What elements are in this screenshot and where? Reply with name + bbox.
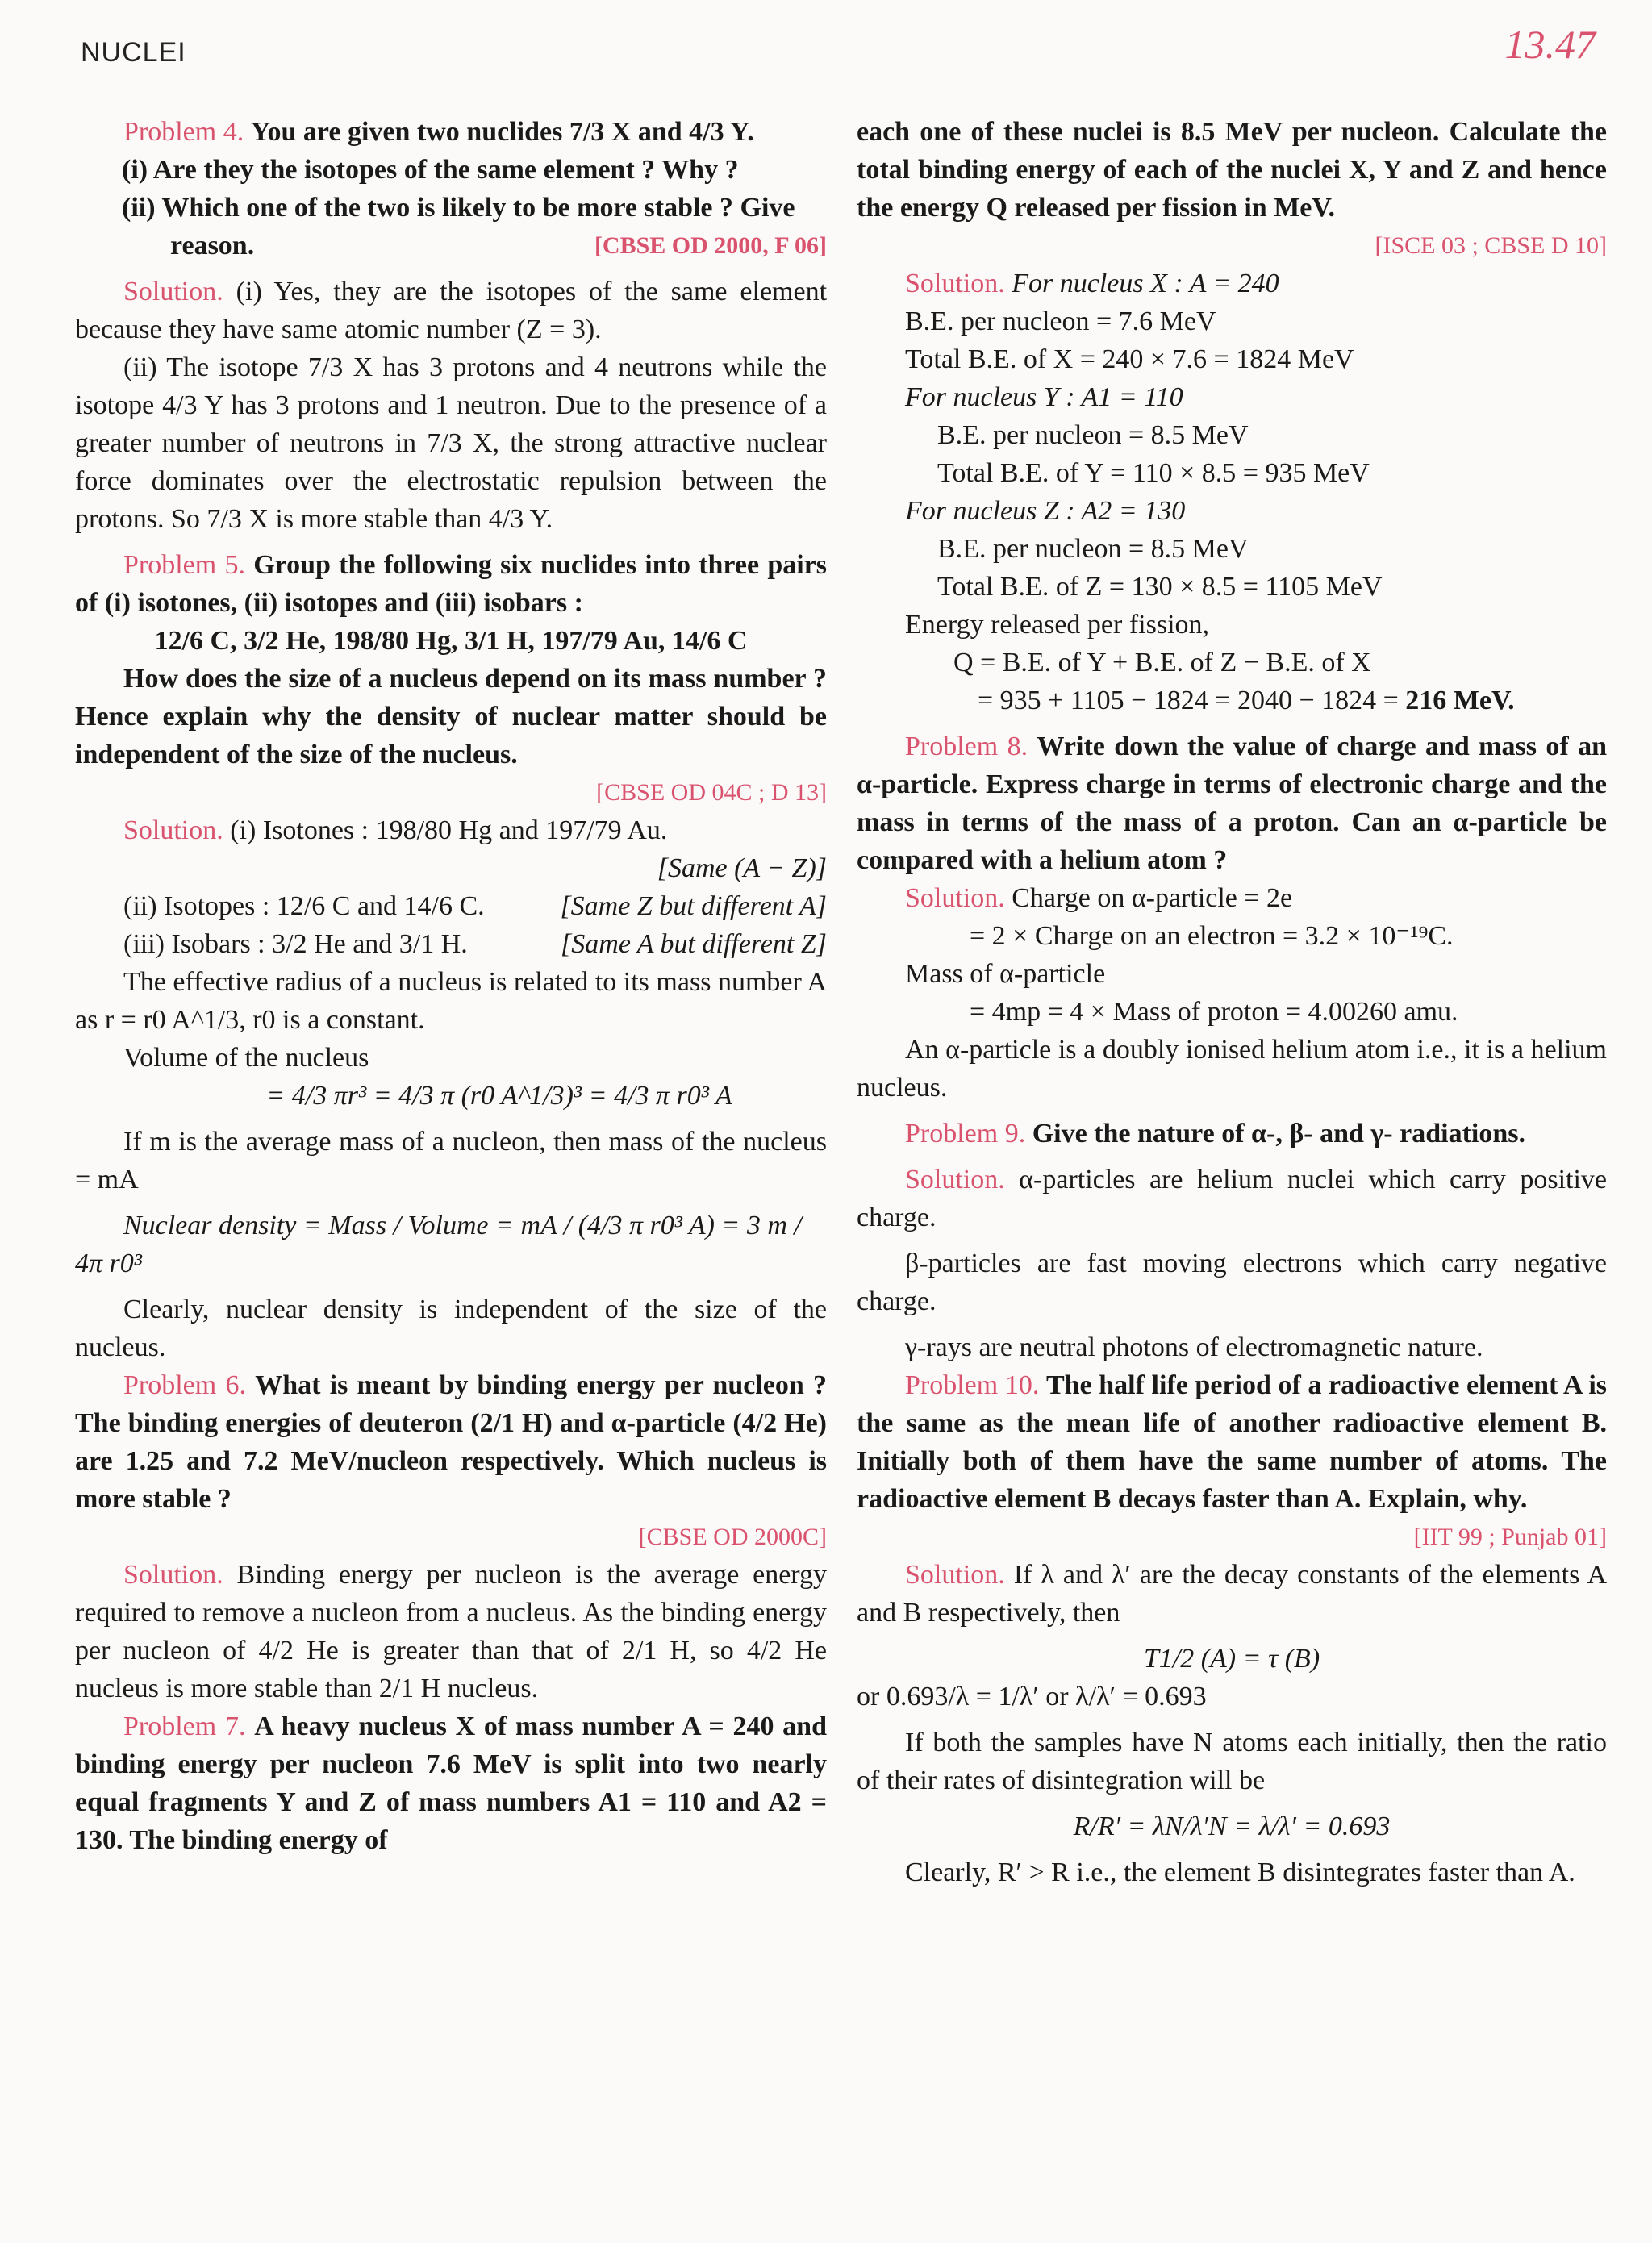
problem-4-label: Problem 4. (123, 117, 244, 147)
problem-8-solution-1-text: Charge on α-particle = 2e (1012, 883, 1293, 913)
problem-10-question: The half life period of a radioactive element A is the same as the mean life of another radioactive element B. Initially both of them have the same number of atoms. The radioactive element B decays faster than A. Explain, why. (857, 1370, 1607, 1514)
problem-4-reference: [CBSE OD 2000, F 06] (594, 232, 827, 259)
problem-7-solution-x (857, 265, 1607, 302)
energy-released-line: Energy released per fission, (905, 610, 1210, 640)
q-equation-2-text: = 935 + 1105 − 1824 = 2040 − 1824 = (978, 686, 1399, 715)
problem-8-solution-1 (857, 879, 1607, 917)
problem-4-part-ii-text: (ii) Which one of the two is likely to be more stable ? Give reason. (122, 193, 795, 261)
problem-5-solution-1 (75, 811, 827, 849)
problem-10-reference: [IIT 99 ; Punjab 01] (1413, 1524, 1607, 1550)
problem-5-solution-4: The effective radius of a nucleus is related to its mass number A as r = r0 A^1/3, r0 is a constant. (75, 967, 827, 1035)
q-equation-2 (857, 682, 1607, 719)
problem-5-solution-1-text: (i) Isotones : 198/80 Hg and 197/79 Au. (230, 815, 668, 845)
problem-7-label: Problem 7. (123, 1711, 246, 1741)
problem-5-solution-2 (75, 887, 827, 925)
problem-5-solution-1-note: [Same (A − Z)] (657, 853, 827, 883)
problem-4-solution-2: (ii) The isotope 7/3 X has 3 protons and 4 neutrons while the isotope 4/3 Y has 3 protons and 1 neutron. Due to the presence of a greater number of neutrons in 7/3 X, the strong attractive nuclear force dominates over the electrostatic repulsion between the protons. So 7/3 X is more stable than 4/3 Y. (75, 352, 827, 534)
left-column (75, 113, 827, 1859)
rate-ratio-equation: R/R′ = λN/λ′N = λ/λ′ = 0.693 (1073, 1811, 1391, 1841)
problem-6-reference: [CBSE OD 2000C] (638, 1524, 827, 1550)
problem-8-solution-2: = 2 × Charge on an electron = 3.2 × 10⁻¹⁹C. (970, 921, 1454, 951)
problem-4-solution-1 (75, 273, 827, 348)
problem-9-solution-1-text: α-particles are helium nuclei which carry positive charge. (857, 1165, 1608, 1232)
problem-8-solution-3: Mass of α-particle (905, 959, 1106, 989)
problem-10-solution-1-text: If λ and λ′ are the decay constants of the elements A and B respectively, then (857, 1560, 1608, 1628)
problem-5-solution-3-text: (iii) Isobars : 3/2 He and 3/1 H. (123, 929, 468, 959)
problem-4 (75, 113, 827, 151)
problem-8-question: Write down the value of charge and mass of an α-particle. Express charge in terms of electronic charge and the mass in terms of the mass of a proton. Can an α-particle be compared with a helium atom ? (857, 732, 1607, 875)
problem-10 (857, 1366, 1607, 1518)
problem-5-solution-3-note: [Same A but different Z] (561, 929, 827, 959)
problem-4-solution-1-text: (i) Yes, they are the isotopes of the same element because they have same atomic number (Z = 3). (75, 277, 828, 344)
problem-9-solution-3: γ-rays are neutral photons of electromagnetic nature. (905, 1332, 1483, 1362)
problem-5-solution-2-note: [Same Z but different A] (560, 891, 827, 921)
section-title: NUCLEI (81, 37, 186, 68)
problem-10-solution-3: Clearly, R′ > R i.e., the element B disintegrates faster than A. (905, 1857, 1575, 1887)
nucleus-x-be-per-nucleon: B.E. per nucleon = 7.6 MeV (905, 306, 1216, 336)
problem-4-part-i: (i) Are they the isotopes of the same element ? Why ? (122, 155, 739, 185)
problem-5-question: Group the following six nuclides into three pairs of (i) isotones, (ii) isotopes and (iii) isobars : (75, 550, 827, 618)
density-equation: Nuclear density = Mass / Volume = mA / (4/3 π r0³ A) = 3 m / 4π r0³ (75, 1211, 802, 1278)
q-equation-1: Q = B.E. of Y + B.E. of Z − B.E. of X (953, 648, 1371, 677)
problem-6-label: Problem 6. (123, 1370, 246, 1400)
nucleus-y-total-be: Total B.E. of Y = 110 × 8.5 = 935 MeV (937, 458, 1370, 488)
solution-label: Solution. (905, 269, 1005, 298)
problem-9 (857, 1115, 1607, 1153)
problem-9-question: Give the nature of α-, β- and γ- radiations. (1032, 1119, 1525, 1149)
decay-constant-equation: or 0.693/λ = 1/λ′ or λ/λ′ = 0.693 (857, 1682, 1207, 1711)
problem-4-part-ii (75, 189, 827, 265)
solution-label: Solution. (905, 883, 1005, 913)
problem-5-question-2: How does the size of a nucleus depend on its mass number ? Hence explain why the density of nuclear matter should be independent of the size of the nucleus. (75, 664, 827, 769)
problem-10-solution-2: If both the samples have N atoms each initially, then the ratio of their rates of disintegration will be (857, 1728, 1607, 1795)
problem-7-question: A heavy nucleus X of mass number A = 240 and binding energy per nucleon 7.6 MeV is split into two nearly equal fragments Y and Z of mass numbers A1 = 110 and A2 = 130. The binding energy of (75, 1711, 828, 1855)
nucleus-x-total-be: Total B.E. of X = 240 × 7.6 = 1824 MeV (905, 344, 1354, 374)
problem-6 (75, 1366, 827, 1518)
nucleus-y-be-per-nucleon: B.E. per nucleon = 8.5 MeV (937, 420, 1249, 450)
problem-8-solution-5: An α-particle is a doubly ionised helium atom i.e., it is a helium nucleus. (857, 1035, 1607, 1103)
nucleus-y-line: For nucleus Y : A1 = 110 (905, 382, 1183, 412)
solution-label: Solution. (905, 1560, 1005, 1590)
problem-5-reference: [CBSE OD 04C ; D 13] (596, 779, 827, 806)
half-life-equation: T1/2 (A) = τ (B) (1143, 1644, 1320, 1674)
problem-10-solution-1 (857, 1556, 1607, 1632)
nucleus-z-total-be: Total B.E. of Z = 130 × 8.5 = 1105 MeV (937, 572, 1383, 602)
problem-9-label: Problem 9. (905, 1119, 1026, 1149)
problem-5-nuclide-list: 12/6 C, 3/2 He, 198/80 Hg, 3/1 H, 197/79 Au, 14/6 C (154, 626, 748, 656)
problem-7 (75, 1707, 827, 1859)
problem-4-question: You are given two nuclides 7/3 X and 4/3 Y. (250, 117, 754, 147)
q-result: 216 MeV. (1405, 686, 1515, 715)
problem-6-question: What is meant by binding energy per nucleon ? The binding energies of deuteron (2/1 H) and α-particle (4/2 He) are 1.25 and 7.2 MeV/nucleon respectively. Which nucleus is more stable ? (75, 1370, 828, 1514)
problem-6-solution-text: Binding energy per nucleon is the average energy required to remove a nucleon from a nucleus. As the binding energy per nucleon of 4/2 He is greater than that of 2/1 H, so 4/2 He nucleus is more stable than 2/1 H nucleus. (75, 1560, 827, 1703)
nucleus-z-be-per-nucleon: B.E. per nucleon = 8.5 MeV (937, 534, 1249, 564)
solution-label: Solution. (123, 277, 223, 306)
nucleus-x-line: For nucleus X : A = 240 (1012, 269, 1279, 298)
problem-7-reference: [ISCE 03 ; CBSE D 10] (1375, 232, 1607, 259)
problem-5-solution-5: Volume of the nucleus (123, 1043, 369, 1073)
problem-5-solution-6: If m is the average mass of a nucleon, then mass of the nucleus = mA (75, 1127, 827, 1194)
problem-5-solution-7: Clearly, nuclear density is independent of the size of the nucleus. (75, 1295, 827, 1362)
solution-label: Solution. (123, 1560, 223, 1590)
nucleus-z-line: For nucleus Z : A2 = 130 (905, 496, 1186, 526)
problem-5-label: Problem 5. (123, 550, 245, 580)
problem-9-solution-2: β-particles are fast moving electrons which carry negative charge. (857, 1249, 1607, 1316)
problem-8-solution-4: = 4mp = 4 × Mass of proton = 4.00260 amu. (970, 997, 1458, 1027)
volume-equation: = 4/3 πr³ = 4/3 π (r0 A^1/3)³ = 4/3 π r0³ A (266, 1081, 732, 1111)
problem-5 (75, 546, 827, 622)
problem-8-label: Problem 8. (905, 732, 1028, 761)
problem-7-continued: each one of these nuclei is 8.5 MeV per nucleon. Calculate the total binding energy of each of the nuclei X, Y and Z and hence the energy Q released per fission in MeV. (857, 117, 1607, 223)
problem-8 (857, 728, 1607, 879)
problem-9-solution-1 (857, 1161, 1607, 1236)
page-number: 13.47 (1504, 22, 1596, 67)
right-column (857, 113, 1607, 1891)
problem-6-solution (75, 1556, 827, 1707)
solution-label: Solution. (123, 815, 223, 845)
problem-5-solution-2-text: (ii) Isotopes : 12/6 C and 14/6 C. (123, 891, 485, 921)
solution-label: Solution. (905, 1165, 1005, 1194)
problem-10-label: Problem 10. (905, 1370, 1040, 1400)
problem-5-solution-3 (75, 925, 827, 963)
